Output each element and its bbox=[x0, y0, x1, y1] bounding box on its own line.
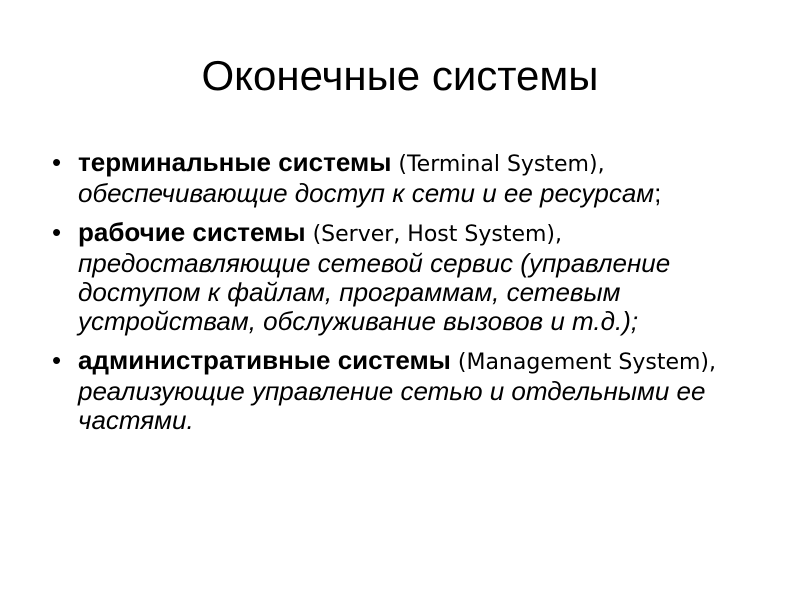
bullet-term: рабочие системы bbox=[78, 217, 306, 247]
bullet-list bbox=[52, 148, 752, 445]
bullet-item-terminal-systems bbox=[52, 148, 752, 208]
bullet-icon: • bbox=[52, 345, 62, 375]
bullet-description: предоставляющие сетевой сервис (управление доступом к файлам, программам, сетевым устройствам, обслуживание вызовов и т.д.); bbox=[78, 248, 671, 336]
bullet-ending: ; bbox=[654, 178, 662, 208]
bullet-english-name: (Management System), bbox=[450, 350, 716, 375]
bullet-description: реализующие управление сетью и отдельными ее частями. bbox=[78, 376, 706, 435]
bullet-description: обеспечивающие доступ к сети и ее ресурсам bbox=[78, 178, 655, 208]
bullet-icon: • bbox=[52, 217, 62, 247]
bullet-icon: • bbox=[52, 147, 62, 177]
bullet-term: административные системы bbox=[78, 345, 451, 375]
bullet-item-work-systems bbox=[52, 218, 752, 336]
bullet-english-name: (Terminal System), bbox=[391, 152, 605, 177]
slide-title: Оконечные системы bbox=[201, 52, 599, 99]
bullet-english-name: (Server, Host System), bbox=[305, 222, 562, 247]
bullet-item-admin-systems bbox=[52, 346, 752, 435]
bullet-term: терминальные системы bbox=[78, 147, 392, 177]
